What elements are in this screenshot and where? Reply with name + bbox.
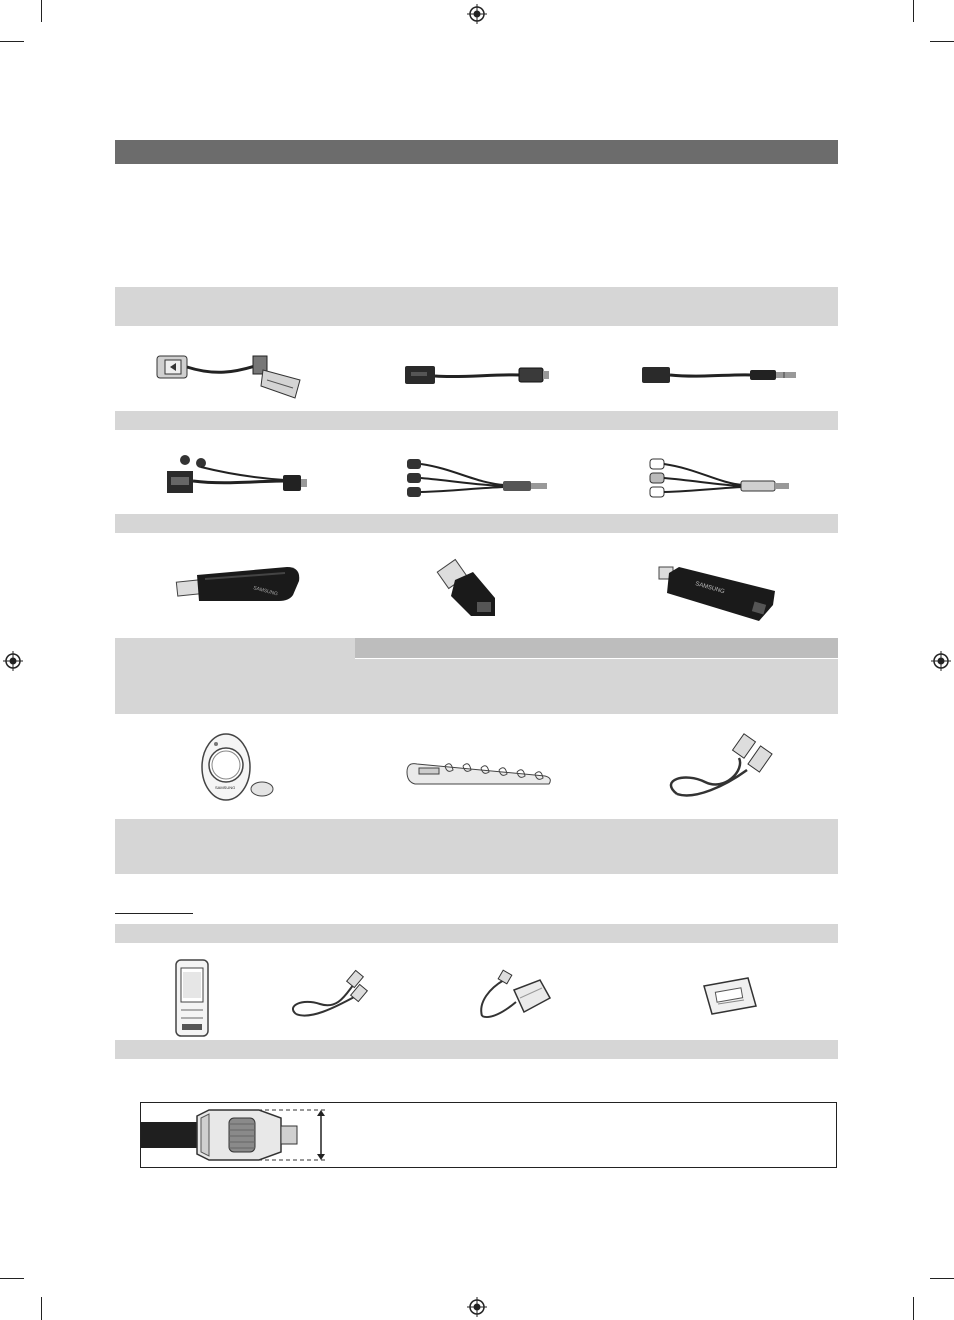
registration-mark-top xyxy=(467,4,487,24)
charging-cable-icon xyxy=(290,968,370,1022)
accessories-band-3 xyxy=(115,514,838,533)
crop-mark-tl-h xyxy=(0,41,24,42)
crop-mark-bl-v xyxy=(41,1297,42,1320)
usb-video-camera-adapter-icon xyxy=(655,563,780,623)
power-adapter-icon xyxy=(480,968,552,1020)
battery-pack-icon xyxy=(700,976,758,1016)
svg-text:SAMSUNG: SAMSUNG xyxy=(252,585,279,598)
accessories-band-6 xyxy=(115,924,838,943)
section-underline xyxy=(115,913,193,914)
accessories-band-7 xyxy=(115,1040,838,1059)
crop-mark-bl-h xyxy=(0,1278,24,1279)
crop-mark-tr-v xyxy=(913,0,914,22)
svg-text:SAMSUNG: SAMSUNG xyxy=(215,785,236,790)
component-av-cable-icon xyxy=(648,455,793,499)
registration-mark-left xyxy=(3,651,23,671)
three-plug-av-cable-icon xyxy=(405,455,550,499)
accessories-band-2 xyxy=(115,411,838,430)
crop-mark-br-v xyxy=(913,1297,914,1320)
usb-angle-adapter-icon xyxy=(437,558,503,620)
y-splitter-cable-icon xyxy=(165,453,310,497)
band-divider xyxy=(355,658,838,659)
crop-mark-br-h xyxy=(930,1278,954,1279)
svg-text:SAMSUNG: SAMSUNG xyxy=(694,581,726,596)
cable-holder-icon xyxy=(405,758,555,788)
av-adapter-cable-icon xyxy=(640,362,800,388)
usb-cable-icon xyxy=(665,730,777,800)
section-header-bar xyxy=(115,140,838,164)
accessories-sub-band xyxy=(355,638,838,658)
remote-control-icon xyxy=(200,733,275,805)
accessories-band-5 xyxy=(115,819,838,874)
registration-mark-right xyxy=(931,651,951,671)
crop-mark-tl-v xyxy=(41,0,42,22)
registration-mark-bottom xyxy=(467,1297,487,1317)
scart-adapter-cable-icon xyxy=(155,350,305,400)
hdmi-connector-icon xyxy=(141,1108,331,1162)
touch-remote-icon xyxy=(174,958,210,1038)
component-adapter-cable-icon xyxy=(403,362,553,388)
accessories-band-1 xyxy=(115,287,838,326)
wireless-lan-adapter-icon xyxy=(175,563,305,607)
crop-mark-tr-h xyxy=(930,41,954,42)
